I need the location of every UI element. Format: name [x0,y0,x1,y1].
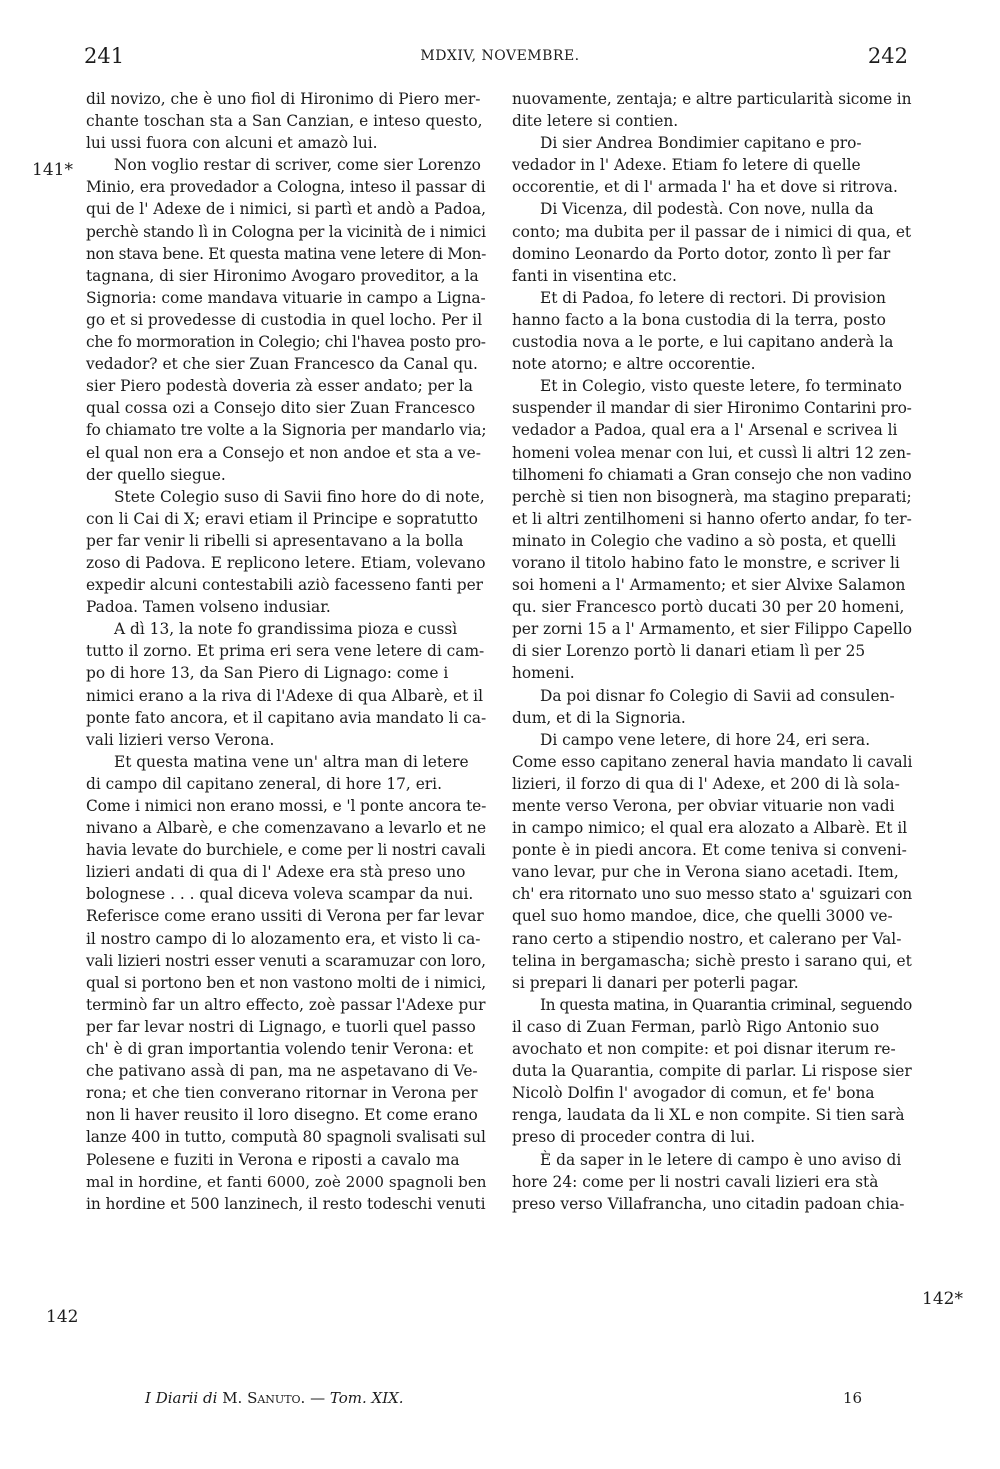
right-column-line: Da poi disnar fo Colegio di Savii ad consulen- [540,686,895,705]
left-column-line: perchè stando lì in Cologna per la vicinità de i nimici [86,222,486,241]
left-column-line: che pativano assà di pan, ma ne aspetavano di Ve- [86,1062,478,1081]
right-column-line: perchè si tien non bisognerà, ma stagino preparati; [512,487,912,506]
right-column-line: et li altri zentilhomeni si hanno oferto andar, fo ter- [512,509,912,528]
right-column-line: mente verso Verona, per obviar vituarie non vadi [512,797,895,815]
page-footer [0,1389,1000,1413]
left-column-line: expedir alcuni contestabili aziò facesseno fanti per [86,576,484,595]
right-column-line: tilhomeni fo chiamati a Gran consejo che non vadino [512,465,912,484]
right-column-line: vano levar, pur che in Verona siano acetadi. Item, [512,863,899,882]
right-column-line: il caso di Zuan Ferman, parlò Rigo Antonio suo [512,1017,880,1036]
footer-signature: 16 [843,1389,863,1407]
right-column-line: telina in bergamascha; sichè presto i sarano qui, et [512,951,912,970]
right-column-line: È da saper in le letere di campo è uno aviso di [540,1150,902,1169]
right-column-line: custodia nova a le porte, e lui capitano anderà la [512,333,894,352]
right-column-line: occorentie, et di l' armada l' ha et dove si ritrova. [512,178,898,197]
left-column-line: per far venir li ribelli si apresentavano a la bolla [86,531,464,550]
footer-author: M. Sanuto. [222,1389,306,1407]
left-column-line: go et si provedesse di custodia in quel locho. Per il [86,310,483,329]
right-column-line: preso verso Villafrancha, uno citadin padoan chia- [512,1194,905,1213]
right-text-column [512,88,912,1215]
right-column-line: suspender il mandar di sier Hironimo Contarini pro- [512,399,912,418]
left-column-line: qui de l' Adexe de i nimici, si partì et andò a Padoa, [86,200,486,219]
left-column-line: ponte fato ancora, et il capitano avia mandato li ca- [86,708,487,727]
left-column-line: dil novizo, che è uno fiol di Hironimo di Piero mer- [86,90,481,108]
left-column-line: che fo mormoration in Colegio; chi l'havea posto pro- [86,333,486,352]
right-column-line: renga, laudata da li XL e non compite. Si tien sarà [512,1106,905,1125]
right-column-line: nuovamente, zentaja; e altre particularità sicome in [512,90,912,108]
margin-number-141-star: 141* [32,160,73,180]
right-column-line: homeni volea menar con lui, et cussì li altri 12 zen- [512,443,912,462]
margin-number-142-star: 142* [922,1289,963,1309]
right-column-line: minato in Colegio che vadino a sò posta, et quelli [512,531,897,550]
left-column-line: terminò far un altro effecto, zoè passar l'Adexe pur [86,995,486,1014]
left-column-line: vedador? et che sier Zuan Francesco da Canal qu. [86,355,478,374]
right-column-line: quel suo homo mandoe, dice, che quelli 3000 ve- [512,907,893,926]
right-column-line: in campo nimico; el qual era alozato a Albarè. Et il [512,819,908,838]
right-column-line: ch' era ritornato uno suo messo stato a' sguizari con [512,885,913,904]
right-column-line: per zorni 15 a l' Armamento, et sier Filippo Capello [512,620,912,639]
right-column-line: vedador a Padoa, qual era a l' Arsenal e scrivea li [512,421,898,440]
left-column-line: ch' è di gran importantia volendo tenir Verona: et [86,1040,474,1059]
left-column-line: Padoa. Tamen volseno indusiar. [86,598,331,617]
footer-series: I Diarii di [145,1389,218,1407]
left-column-line: con li Cai di X; eravi etiam il Principe e sopratutto [86,509,478,528]
running-title: MDXIV, NOVEMBRE. [420,48,580,64]
right-column-line: fanti in visentina etc. [512,266,677,285]
footer-dash: — [310,1389,326,1407]
left-column-line: lanze 400 in tutto, computà 80 spagnoli svalisati sul [86,1128,486,1147]
right-column-line: domino Leonardo da Porto dotor, zonto lì per far [512,244,891,263]
right-column-line: Nicolò Dolfin l' avogador di comun, et fe' bona [512,1084,875,1103]
right-column-number: 242 [867,44,908,68]
left-column-line: Referisce come erano ussiti di Verona per far levar [86,907,484,926]
right-column-line: rano certo a stipendio nostro, et calerano per Val- [512,929,902,948]
left-column-line: Stete Colegio suso di Savii fino hore do di note, [114,487,485,506]
left-column-line: Non voglio restar di scriver, come sier Lorenzo [114,156,481,175]
right-column-line: avochato et non compite: et poi disnar iterum re- [512,1040,896,1059]
right-column-line: Di sier Andrea Bondimier capitano e pro- [540,134,862,153]
left-column-line: Minio, era provedador a Cologna, inteso il passar di [86,178,486,197]
left-column-line: havia levate do burchiele, e come per li nostri cavali [86,841,486,860]
left-column-line: mal in hordine, et fanti 6000, zoè 2000 spagnoli ben [86,1172,487,1191]
right-column-line: note atorno; e altre occorentie. [512,355,756,374]
left-column-number: 241 [84,44,125,68]
left-column-line: Signoria: come mandava vituarie in campo a Ligna- [86,288,486,307]
left-column-line: sier Piero podestà doveria zà esser andato; per la [86,377,473,396]
right-column-line: hore 24: come per li nostri cavali lizieri era stà [512,1172,879,1191]
left-column-line: A dì 13, la note fo grandissima pioza e cussì [114,620,458,639]
left-column-line: nivano a Albarè, e che comenzavano a levarlo et ne [86,819,487,838]
left-column-line: zoso di Padova. E replicono letere. Etiam, volevano [86,553,486,572]
left-column-line: Come i nimici non erano mossi, e 'l ponte ancora te- [86,797,487,815]
left-column-line: non li haver reusito il loro disegno. Et come erano [86,1106,478,1125]
right-column-line: qu. sier Francesco portò ducati 30 per 20 homeni, [512,598,905,617]
left-column-line: qual si portono ben et non vastono molti de i nimici, [86,973,487,992]
left-column-line: chante toschan sta a San Canzian, e inteso questo, [86,112,483,131]
right-column-line: conto; ma dubita per il passar de i nimici di qua, et [512,222,912,241]
right-column-line: homeni. [512,664,575,683]
right-column-line: hanno facto a la bona custodia di la terra, posto [512,310,886,329]
left-column-line: po di hore 13, da San Piero di Lignago: come i [86,664,449,683]
left-column-line: non stava bene. Et questa matina vene letere di Mon- [86,244,486,263]
right-column-line: In questa matina, in Quarantia criminal, seguendo [540,995,912,1014]
right-column-line: dum, et di la Signoria. [512,708,686,727]
footer-citation [145,1389,404,1407]
left-column-line: nimici erano a la riva di l'Adexe di qua Albarè, et il [86,686,484,705]
right-column-line: si prepari li danari per poterli pagar. [512,973,799,992]
right-column-line: lizieri, il forzo di qua di l' Adexe, et 200 di là sola- [512,774,900,793]
left-text-column [86,88,486,1215]
right-column-line: dite letere si contien. [512,112,679,131]
left-column-line: vali lizieri verso Verona. [86,730,275,749]
right-column-line: Di campo vene letere, di hore 24, eri sera. [540,730,871,749]
left-column-line: qual cossa ozi a Consejo dito sier Zuan Francesco [86,399,476,418]
left-column-line: lui ussi fuora con alcuni et amazò lui. [86,134,378,153]
right-column-line: di sier Lorenzo portò li danari etiam lì per 25 [512,642,866,661]
right-column-line: soi homeni a l' Armamento; et sier Alvixe Salamon [512,576,906,595]
left-column-line: fo chiamato tre volte a la Signoria per mandarlo via; [86,421,487,440]
right-column-line: Come esso capitano zeneral havia mandato li cavali [512,752,913,771]
margin-number-142: 142 [46,1307,79,1327]
left-column-line: di campo dil capitano zeneral, di hore 17, eri. [86,774,442,793]
left-column-line: Et questa matina vene un' altra man di letere [114,752,469,771]
right-column-line: preso di proceder contra di lui. [512,1128,756,1147]
right-column-line: Di Vicenza, dil podestà. Con nove, nulla da [540,200,874,219]
left-column-line: der quello siegue. [86,465,226,484]
right-column-line: ponte è in piedi ancora. Et come teniva si conveni- [512,841,907,860]
left-column-line: lizieri andati di qua di l' Adexe era stà preso uno [86,863,466,882]
right-column-line: duta la Quarantia, compite di parlar. Li rispose sier [512,1062,912,1081]
left-column-line: bolognese . . . qual diceva voleva scampar da nui. [86,885,474,904]
left-column-line: tagnana, di sier Hironimo Avogaro proveditor, a la [86,266,479,285]
right-column-line: Et in Colegio, visto queste letere, fo terminato [540,377,902,396]
left-column-line: tutto il zorno. Et prima eri sera vene letere di cam- [86,642,485,661]
left-column-line: Polesene e fuziti in Verona e riposti a cavalo ma [86,1150,460,1169]
left-column-line: vali lizieri nostri esser venuti a scaramuzar con loro, [86,951,486,970]
page-header [0,44,1000,74]
left-column-line: per far levar nostri di Lignago, e tuorli quel passo [86,1017,476,1036]
left-column-line: in hordine et 500 lanzinech, il resto todeschi venuti [86,1194,486,1213]
left-column-line: il nostro campo di lo alozamento era, et visto li ca- [86,929,481,948]
right-column-line: vedador in l' Adexe. Etiam fo letere di quelle [512,156,861,175]
right-column-line: vorano il titolo habino fato le monstre, e scriver li [512,553,900,572]
footer-volume: Tom. XIX. [329,1389,404,1407]
right-column-line: Et di Padoa, fo letere di rectori. Di provision [540,288,886,307]
left-column-line: rona; et che tien converano ritornar in Verona per [86,1084,478,1103]
left-column-line: el qual non era a Consejo et non andoe et sta a ve- [86,443,481,462]
